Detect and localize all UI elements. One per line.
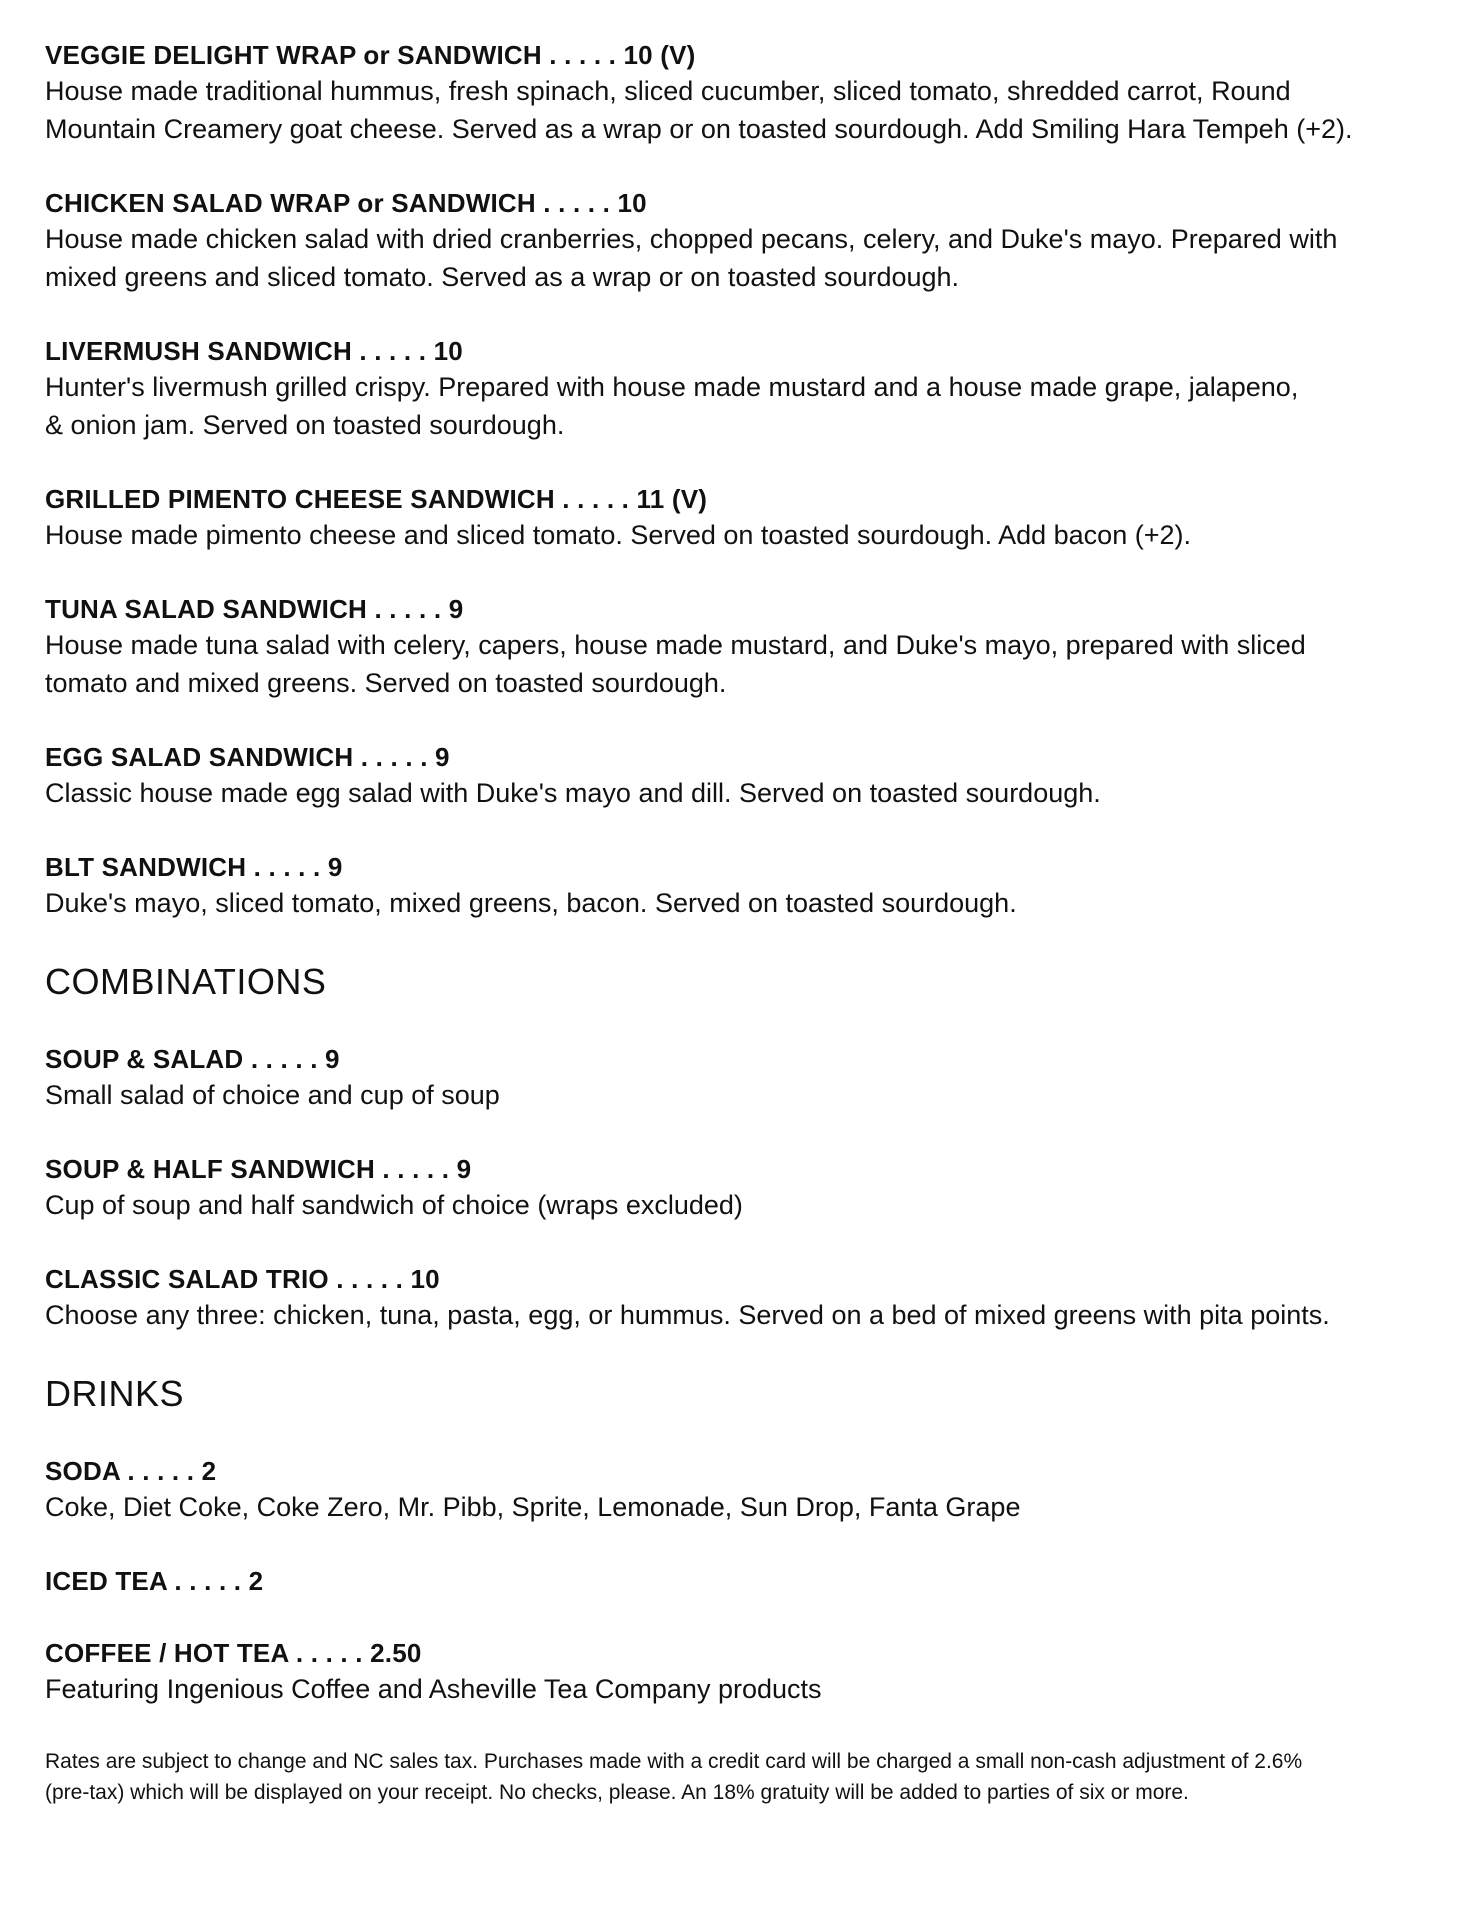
item-title: VEGGIE DELIGHT WRAP or SANDWICH . . . . . 10 (V)	[45, 40, 696, 70]
item-description: House made tuna salad with celery, capers, house made mustard, and Duke's mayo, prepared with sliced tomato and mixed greens. Served on toasted sourdough.	[45, 630, 1306, 698]
item-description: Featuring Ingenious Coffee and Asheville Tea Company products	[45, 1674, 822, 1704]
item-description: House made traditional hummus, fresh spinach, sliced cucumber, sliced tomato, shredded carrot, Round Mountain Creamery goat cheese. Served as a wrap or on toasted sourdough. Add Smiling Hara Tempeh (+2).	[45, 76, 1353, 144]
item-title: ICED TEA . . . . . 2	[45, 1566, 264, 1596]
item-description: Hunter's livermush grilled crispy. Prepared with house made mustard and a house made grape, jalapeno, & onion jam. Served on toasted sourdough.	[45, 372, 1299, 440]
section-heading-combinations: COMBINATIONS	[45, 961, 327, 1002]
menu-item-chicken-salad	[45, 186, 1465, 296]
item-title: GRILLED PIMENTO CHEESE SANDWICH . . . . . 11 (V)	[45, 484, 708, 514]
item-description: Choose any three: chicken, tuna, pasta, egg, or hummus. Served on a bed of mixed greens with pita points.	[45, 1300, 1330, 1330]
menu-item-tuna-salad	[45, 592, 1465, 702]
item-title: TUNA SALAD SANDWICH . . . . . 9	[45, 594, 464, 624]
item-description: Coke, Diet Coke, Coke Zero, Mr. Pibb, Sprite, Lemonade, Sun Drop, Fanta Grape	[45, 1492, 1021, 1522]
item-title: SOUP & SALAD . . . . . 9	[45, 1044, 340, 1074]
menu-item-pimento-cheese	[45, 482, 1465, 554]
item-description: Cup of soup and half sandwich of choice (wraps excluded)	[45, 1190, 743, 1220]
menu-item-veggie-delight	[45, 38, 1465, 148]
item-title: LIVERMUSH SANDWICH . . . . . 10	[45, 336, 463, 366]
menu-item-blt	[45, 850, 1465, 922]
item-description: House made pimento cheese and sliced tomato. Served on toasted sourdough. Add bacon (+2).	[45, 520, 1191, 550]
menu-item-iced-tea	[45, 1564, 1465, 1598]
footer-note: Rates are subject to change and NC sales tax. Purchases made with a credit card will be charged a small non-cash adjustment of 2.6% (pre-tax) which will be displayed on your receipt. No checks, please. An 18% gratuity will be added to parties of six or more.	[45, 1750, 1303, 1804]
item-title: EGG SALAD SANDWICH . . . . . 9	[45, 742, 450, 772]
item-description: Small salad of choice and cup of soup	[45, 1080, 500, 1110]
item-title: CLASSIC SALAD TRIO . . . . . 10	[45, 1264, 440, 1294]
item-title: SOUP & HALF SANDWICH . . . . . 9	[45, 1154, 472, 1184]
menu-item-coffee-hot-tea	[45, 1636, 1465, 1708]
menu-item-soup-half-sandwich	[45, 1152, 1465, 1224]
item-title: SODA . . . . . 2	[45, 1456, 217, 1486]
menu-page	[45, 38, 1465, 1808]
menu-item-classic-salad-trio	[45, 1262, 1465, 1334]
item-title: COFFEE / HOT TEA . . . . . 2.50	[45, 1638, 422, 1668]
menu-item-soda	[45, 1454, 1465, 1526]
menu-item-livermush	[45, 334, 1465, 444]
item-description: House made chicken salad with dried cranberries, chopped pecans, celery, and Duke's mayo. Prepared with mixed greens and sliced tomato. Served as a wrap or on toasted sourdough.	[45, 224, 1338, 292]
item-title: CHICKEN SALAD WRAP or SANDWICH . . . . . 10	[45, 188, 647, 218]
menu-item-egg-salad	[45, 740, 1465, 812]
menu-item-soup-salad	[45, 1042, 1465, 1114]
item-title: BLT SANDWICH . . . . . 9	[45, 852, 343, 882]
section-heading-drinks: DRINKS	[45, 1373, 185, 1414]
item-description: Duke's mayo, sliced tomato, mixed greens, bacon. Served on toasted sourdough.	[45, 888, 1017, 918]
item-description: Classic house made egg salad with Duke's mayo and dill. Served on toasted sourdough.	[45, 778, 1101, 808]
